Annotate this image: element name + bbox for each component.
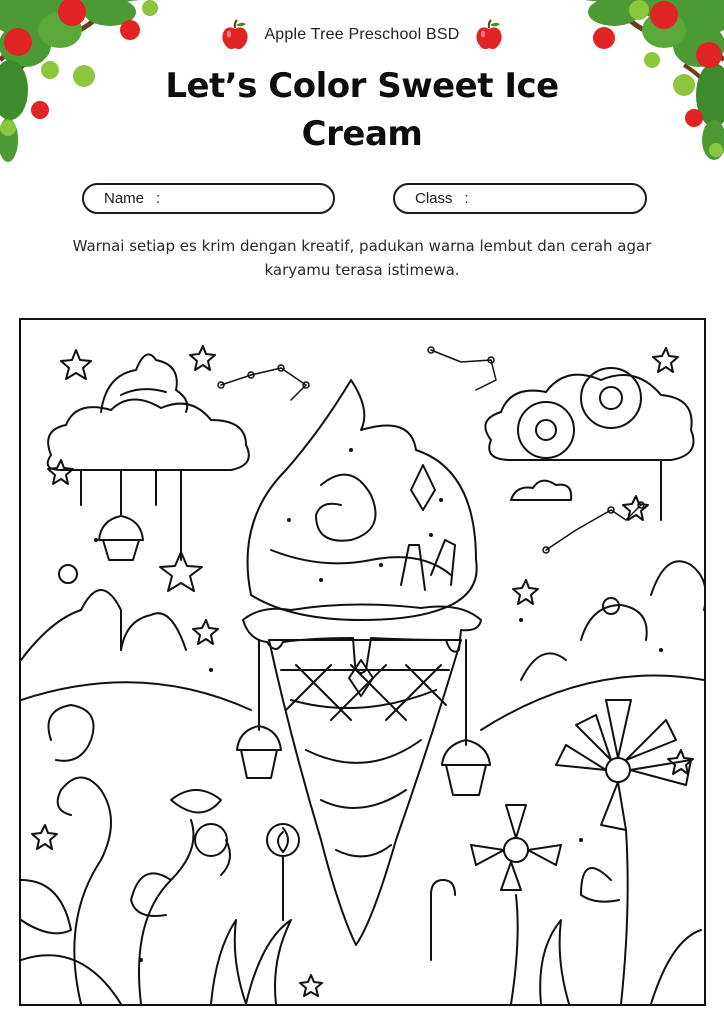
name-separator: : bbox=[156, 190, 161, 207]
dessert-hill-icon bbox=[481, 561, 704, 730]
cupcake-icon bbox=[99, 516, 202, 591]
page-title: Let’s Color Sweet Ice Cream bbox=[165, 66, 559, 154]
flower-icon bbox=[471, 805, 561, 1004]
dessert-hill-icon bbox=[21, 565, 251, 710]
constellation-icon bbox=[218, 347, 644, 553]
school-header bbox=[0, 18, 724, 52]
waffle-cone-icon bbox=[269, 640, 461, 945]
class-label: Class bbox=[415, 190, 453, 207]
coloring-illustration[interactable] bbox=[19, 318, 706, 1006]
class-field[interactable] bbox=[393, 183, 647, 214]
instructions-text: Warnai setiap es krim dengan kreatif, padukan warna lembut dan cerah agar karyamu terasa istimewa. bbox=[72, 237, 652, 279]
leaf-swirl-icon bbox=[21, 705, 230, 1004]
apple-icon bbox=[220, 19, 250, 51]
grass-icon bbox=[21, 920, 701, 1004]
lollipop-icon bbox=[267, 824, 455, 960]
class-separator: : bbox=[464, 190, 469, 207]
name-field[interactable] bbox=[82, 183, 335, 214]
name-label: Name bbox=[104, 190, 145, 207]
apple-icon bbox=[474, 19, 504, 51]
school-name: Apple Tree Preschool BSD bbox=[264, 26, 460, 43]
cloud-donut-icon bbox=[485, 368, 693, 520]
